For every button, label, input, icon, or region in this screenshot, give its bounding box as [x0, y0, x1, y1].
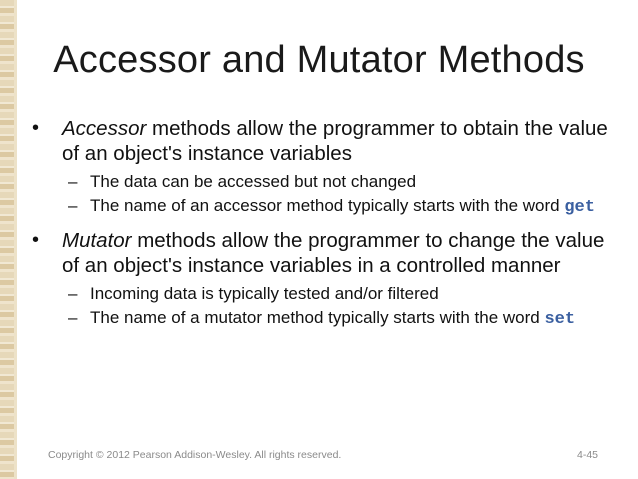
dash-icon: – [68, 196, 78, 215]
dash-icon: – [68, 172, 78, 191]
bullet-accessor [30, 116, 620, 166]
sub-bullet [30, 282, 620, 306]
dash-icon: – [68, 308, 78, 327]
sub-bullet-text: Incoming data is typically tested and/or filtered [90, 284, 439, 303]
sub-bullet [30, 170, 620, 194]
bullet-icon: • [32, 117, 40, 139]
accessor-sub-list [30, 170, 620, 220]
sub-bullet [30, 194, 620, 220]
slide-title: Accessor and Mutator Methods [53, 39, 585, 81]
bullet-icon: • [32, 229, 40, 251]
footer-copyright: Copyright © 2012 Pearson Addison-Wesley. All rights reserved. [48, 449, 342, 461]
bullet-term: Mutator [62, 229, 132, 252]
slide-content [30, 116, 620, 332]
dash-icon: – [68, 284, 78, 303]
bullet-term: Accessor [62, 117, 147, 140]
sub-bullet-text: The name of a mutator method typically starts with the word [90, 308, 545, 327]
sub-bullet [30, 306, 620, 332]
mutator-sub-list [30, 282, 620, 332]
sub-bullet-text: The data can be accessed but not changed [90, 172, 417, 191]
bullet-mutator [30, 228, 620, 278]
bullet-text: methods allow the programmer to obtain the value of an object's instance variables [62, 117, 608, 165]
code-keyword-get: get [564, 198, 595, 217]
code-keyword-set: set [544, 310, 576, 329]
bullet-text: methods allow the programmer to change the value of an object's instance variables in a controlled manner [62, 229, 605, 277]
sub-bullet-text: The name of an accessor method typically starts with the word [90, 196, 565, 215]
slide-page-number: 4-45 [576, 449, 598, 461]
